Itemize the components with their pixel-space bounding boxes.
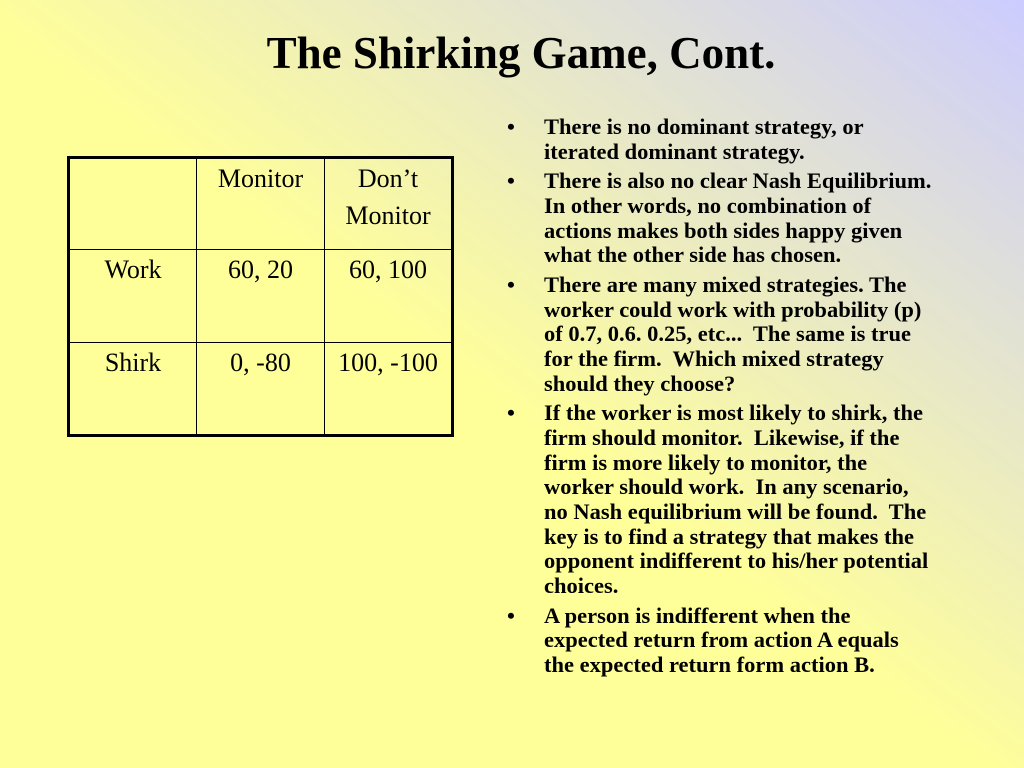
payoff-shirk-dont-monitor: 100, -100: [338, 348, 438, 377]
bullet-marker: •: [507, 602, 515, 628]
bullet-item: [505, 169, 985, 268]
payoff-table: [67, 156, 454, 437]
bullet-text: There is also no clear Nash Equilibrium. In other words, no combination of actions makes both sides happy given what the other side has chosen.: [544, 168, 932, 268]
bullet-marker: •: [507, 400, 515, 426]
payoff-work-monitor: 60, 20: [197, 250, 325, 343]
payoff-work-dont-monitor: 60, 100: [325, 250, 451, 343]
payoff-shirk-monitor: 0, -80: [197, 343, 325, 434]
bullet-text: A person is indifferent when the expected return from action A equals the expected return form action B.: [544, 602, 899, 677]
bullet-marker: •: [507, 271, 515, 297]
bullet-item: [505, 401, 985, 599]
slide-title: The Shirking Game, Cont.: [266, 28, 776, 78]
bullet-list: [505, 115, 985, 682]
table-corner-cell: [70, 159, 197, 250]
bullet-item: [505, 273, 985, 397]
row-label-shirk: Shirk: [70, 343, 197, 434]
bullet-marker: •: [507, 114, 515, 139]
bullet-item: [505, 115, 985, 164]
bullet-text: There are many mixed strategies. The worker could work with probability (p) of 0.7, 0.6. 0.25, etc... The same is true for the firm. Which mixed strategy should they choose?: [544, 271, 922, 396]
row-label-work: Work: [70, 250, 197, 343]
bullet-text: There is no dominant strategy, or iterated dominant strategy.: [544, 114, 864, 164]
bullet-text: If the worker is most likely to shirk, the firm should monitor. Likewise, if the firm is more likely to monitor, the worker should work. In any scenario, no Nash equilibrium will be found. The key is to find a strategy that makes the opponent indifferent to his/her potential choices.: [544, 400, 929, 599]
column-header-dont-monitor: Don’t Monitor: [325, 159, 451, 250]
column-header-monitor: Monitor: [197, 159, 325, 250]
bullet-marker: •: [507, 168, 515, 194]
bullet-item: [505, 604, 985, 678]
